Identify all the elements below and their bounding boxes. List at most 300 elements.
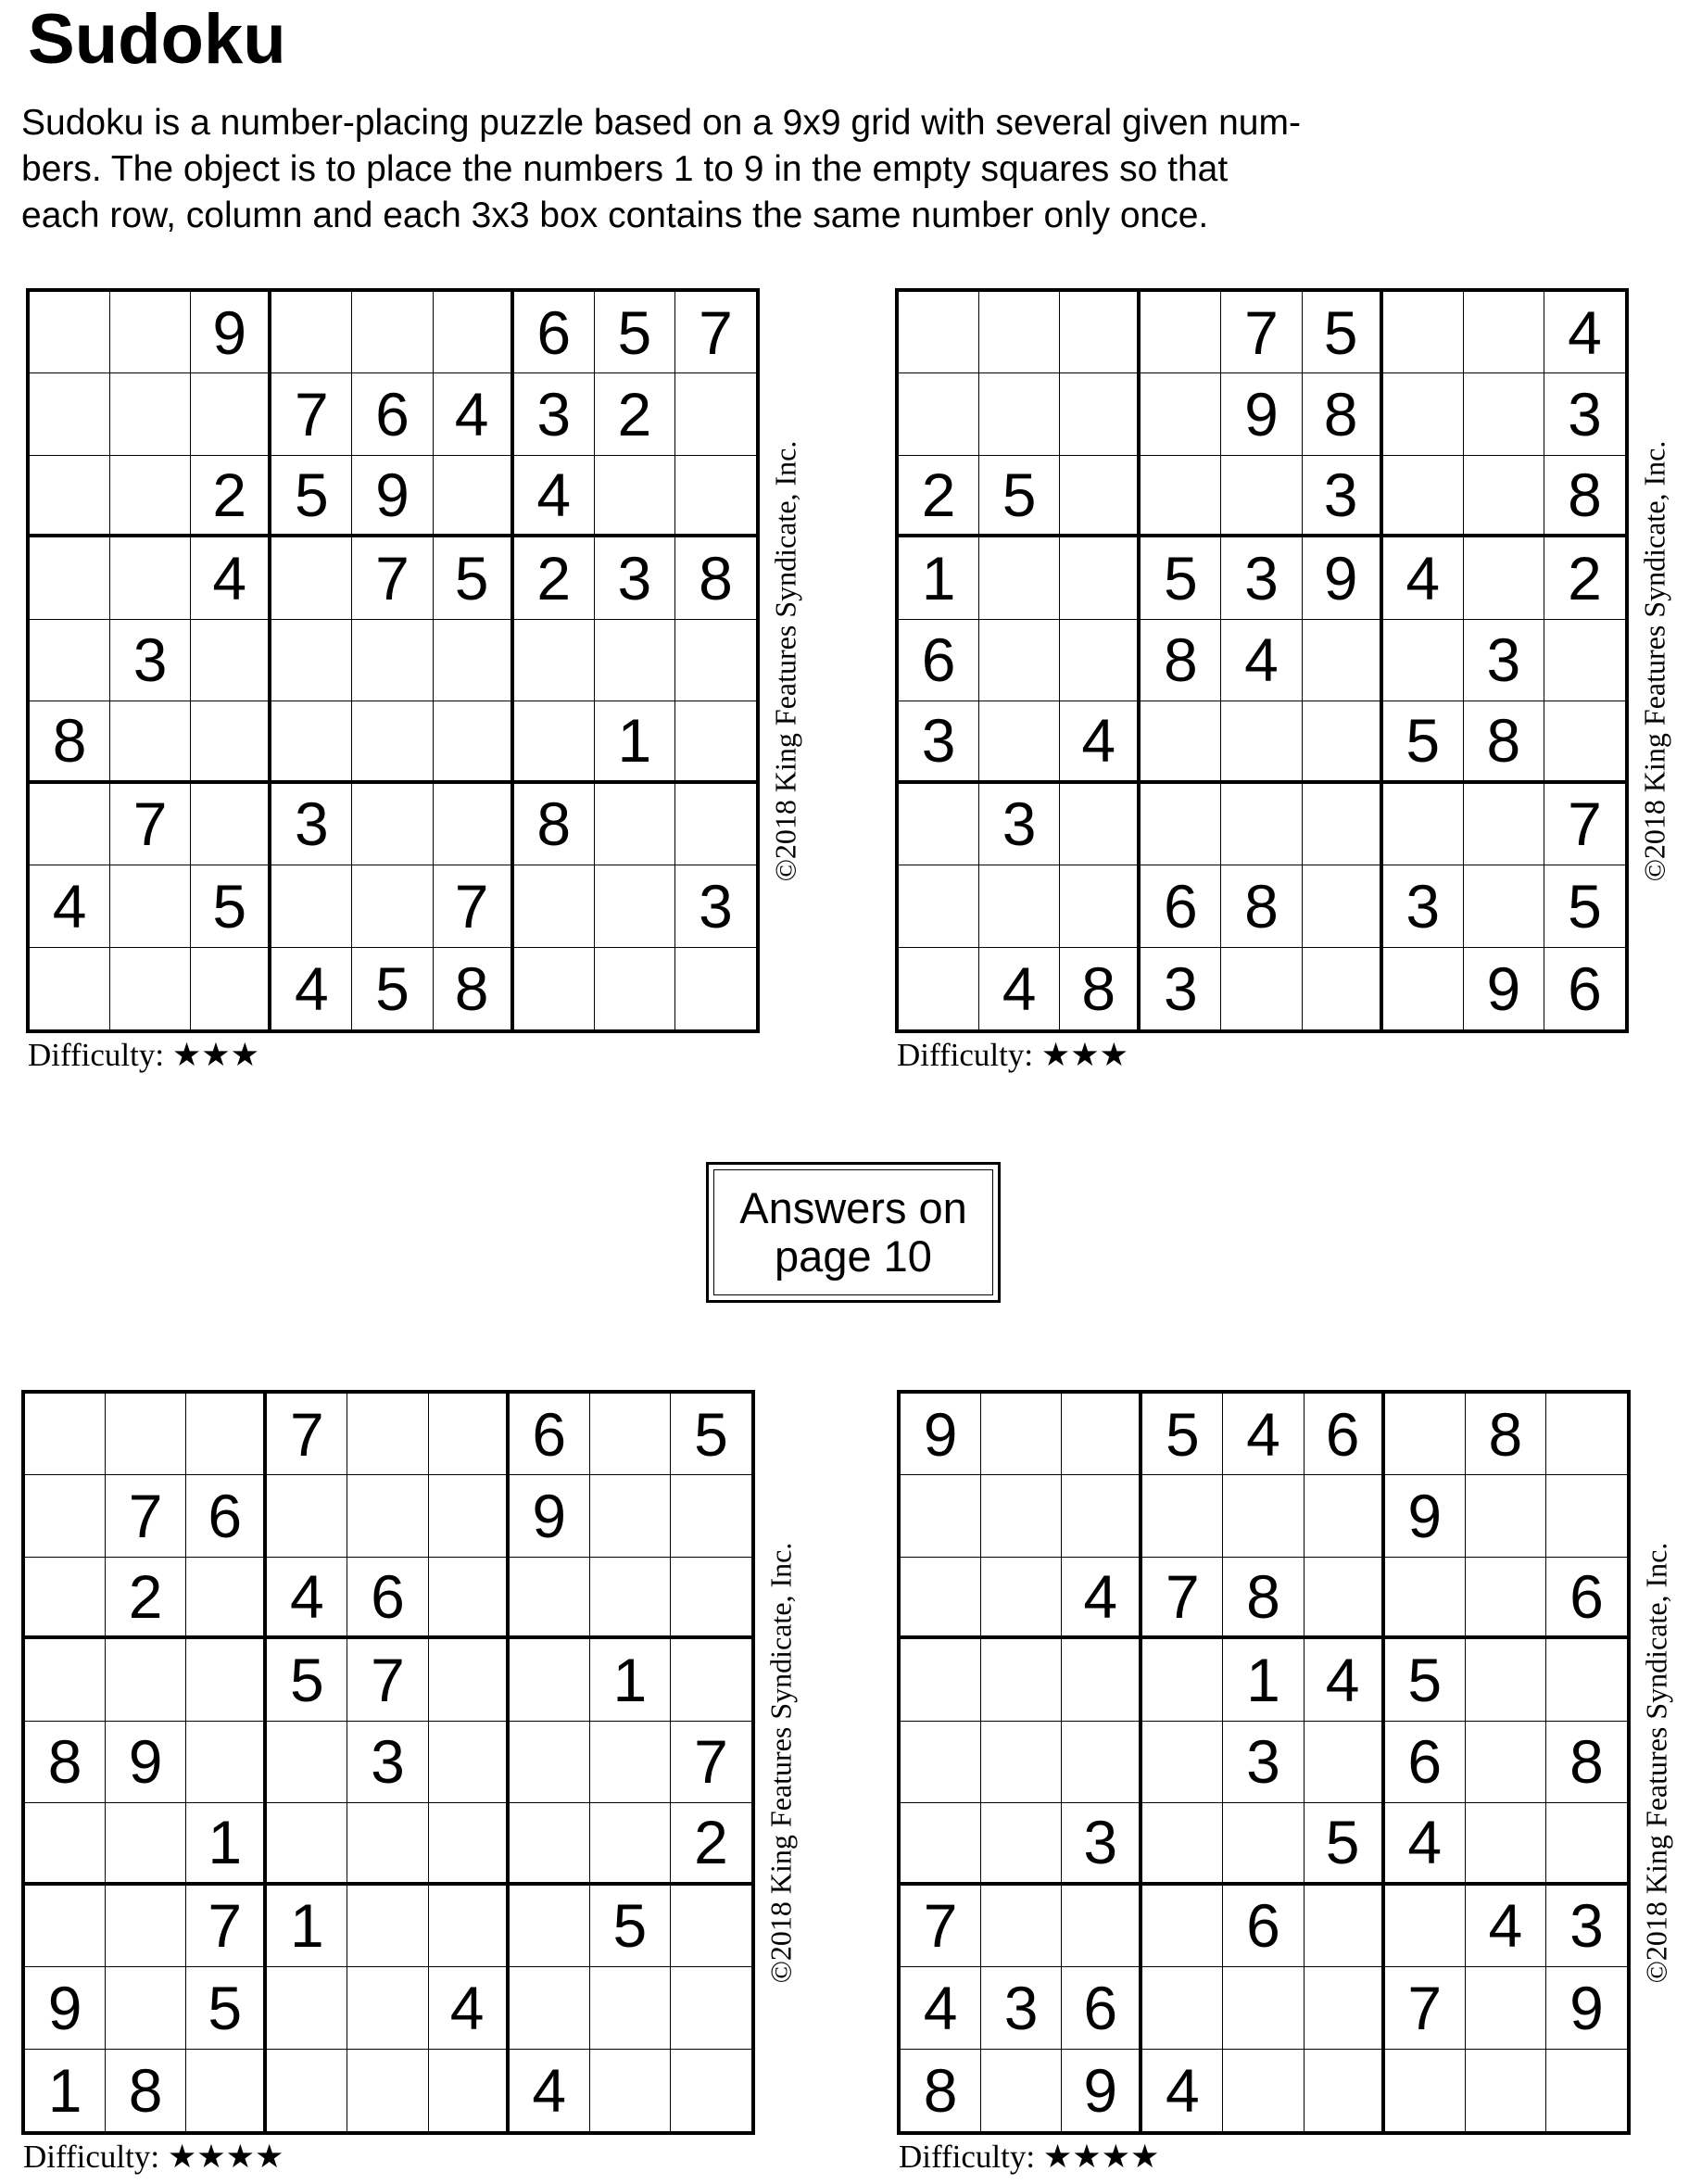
empty-cell bbox=[25, 1803, 106, 1885]
given-number-cell: 5 bbox=[595, 292, 675, 373]
empty-cell bbox=[1141, 456, 1221, 537]
empty-cell bbox=[267, 2050, 347, 2131]
sudoku-grid bbox=[26, 288, 760, 1033]
given-number-cell: 4 bbox=[1385, 1803, 1466, 1885]
empty-cell bbox=[1141, 701, 1221, 783]
given-number-cell: 2 bbox=[899, 456, 979, 537]
given-number-cell: 4 bbox=[30, 865, 110, 947]
empty-cell bbox=[1062, 1722, 1142, 1803]
given-number-cell: 5 bbox=[271, 456, 352, 537]
empty-cell bbox=[1385, 1558, 1466, 1639]
empty-cell bbox=[1141, 292, 1221, 373]
empty-cell bbox=[347, 1886, 428, 1967]
empty-cell bbox=[595, 784, 675, 865]
empty-cell bbox=[25, 1558, 106, 1639]
given-number-cell: 9 bbox=[510, 1475, 590, 1557]
given-number-cell: 5 bbox=[671, 1394, 751, 1475]
empty-cell bbox=[1141, 784, 1221, 865]
given-number-cell: 6 bbox=[899, 620, 979, 701]
empty-cell bbox=[590, 1475, 671, 1557]
empty-cell bbox=[267, 1967, 347, 2049]
empty-cell bbox=[671, 1558, 751, 1639]
empty-cell bbox=[352, 784, 433, 865]
given-number-cell: 8 bbox=[25, 1722, 106, 1803]
empty-cell bbox=[1466, 1722, 1546, 1803]
copyright-text: ©2018 King Features Syndicate, Inc. bbox=[1637, 440, 1671, 881]
empty-cell bbox=[434, 784, 514, 865]
given-number-cell: 7 bbox=[434, 865, 514, 947]
empty-cell bbox=[186, 2050, 267, 2131]
given-number-cell: 4 bbox=[1221, 620, 1302, 701]
given-number-cell: 9 bbox=[1464, 948, 1544, 1029]
copyright-notice bbox=[1634, 1390, 1679, 2135]
given-number-cell: 1 bbox=[590, 1639, 671, 1721]
empty-cell bbox=[1464, 865, 1544, 947]
empty-cell bbox=[1383, 373, 1464, 455]
instructions bbox=[21, 100, 1337, 239]
empty-cell bbox=[1221, 948, 1302, 1029]
given-number-cell: 6 bbox=[510, 1394, 590, 1475]
empty-cell bbox=[510, 1639, 590, 1721]
empty-cell bbox=[899, 948, 979, 1029]
empty-cell bbox=[590, 1722, 671, 1803]
empty-cell bbox=[106, 1394, 186, 1475]
given-number-cell: 4 bbox=[1466, 1886, 1546, 1967]
empty-cell bbox=[191, 620, 271, 701]
empty-cell bbox=[590, 1967, 671, 2049]
given-number-cell: 8 bbox=[1141, 620, 1221, 701]
empty-cell bbox=[1305, 1967, 1385, 2049]
empty-cell bbox=[671, 1475, 751, 1557]
given-number-cell: 5 bbox=[1383, 701, 1464, 783]
empty-cell bbox=[979, 373, 1060, 455]
given-number-cell: 5 bbox=[1305, 1803, 1385, 1885]
given-number-cell: 2 bbox=[595, 373, 675, 455]
empty-cell bbox=[110, 373, 191, 455]
given-number-cell: 9 bbox=[352, 456, 433, 537]
given-number-cell: 4 bbox=[1223, 1394, 1304, 1475]
empty-cell bbox=[595, 456, 675, 537]
empty-cell bbox=[510, 1558, 590, 1639]
given-number-cell: 2 bbox=[106, 1558, 186, 1639]
empty-cell bbox=[981, 1639, 1062, 1721]
empty-cell bbox=[267, 1722, 347, 1803]
empty-cell bbox=[429, 1722, 510, 1803]
empty-cell bbox=[1466, 1639, 1546, 1721]
given-number-cell: 7 bbox=[186, 1886, 267, 1967]
given-number-cell: 3 bbox=[347, 1722, 428, 1803]
empty-cell bbox=[1305, 1722, 1385, 1803]
given-number-cell: 3 bbox=[675, 865, 756, 947]
empty-cell bbox=[1546, 1394, 1627, 1475]
given-number-cell: 2 bbox=[671, 1803, 751, 1885]
given-number-cell: 5 bbox=[352, 948, 433, 1029]
empty-cell bbox=[1221, 784, 1302, 865]
empty-cell bbox=[1305, 1475, 1385, 1557]
empty-cell bbox=[1060, 456, 1141, 537]
sudoku-grid bbox=[895, 288, 1629, 1033]
empty-cell bbox=[267, 1803, 347, 1885]
given-number-cell: 2 bbox=[514, 537, 595, 619]
given-number-cell: 5 bbox=[267, 1639, 347, 1721]
empty-cell bbox=[1383, 784, 1464, 865]
empty-cell bbox=[1303, 948, 1383, 1029]
given-number-cell: 8 bbox=[1060, 948, 1141, 1029]
empty-cell bbox=[1544, 701, 1625, 783]
copyright-text: ©2018 King Features Syndicate, Inc. bbox=[763, 1542, 798, 1983]
given-number-cell: 1 bbox=[595, 701, 675, 783]
difficulty-rating: Difficulty: ★★★★ bbox=[899, 2139, 1160, 2175]
empty-cell bbox=[1060, 292, 1141, 373]
page-title: Sudoku bbox=[28, 0, 286, 79]
given-number-cell: 9 bbox=[191, 292, 271, 373]
instructions-line: each row, column and each 3x3 box contains the same number only once. bbox=[21, 196, 1209, 235]
empty-cell bbox=[675, 620, 756, 701]
empty-cell bbox=[1464, 456, 1544, 537]
empty-cell bbox=[271, 537, 352, 619]
empty-cell bbox=[1142, 1639, 1223, 1721]
given-number-cell: 4 bbox=[979, 948, 1060, 1029]
empty-cell bbox=[352, 292, 433, 373]
empty-cell bbox=[1223, 1967, 1304, 2049]
copyright-text: ©2018 King Features Syndicate, Inc. bbox=[768, 440, 802, 881]
given-number-cell: 3 bbox=[1544, 373, 1625, 455]
empty-cell bbox=[191, 701, 271, 783]
empty-cell bbox=[267, 1475, 347, 1557]
empty-cell bbox=[106, 1639, 186, 1721]
empty-cell bbox=[25, 1394, 106, 1475]
empty-cell bbox=[671, 1639, 751, 1721]
empty-cell bbox=[429, 1475, 510, 1557]
empty-cell bbox=[1062, 1639, 1142, 1721]
empty-cell bbox=[1305, 1886, 1385, 1967]
empty-cell bbox=[1383, 292, 1464, 373]
empty-cell bbox=[514, 865, 595, 947]
sudoku-grid bbox=[897, 1390, 1631, 2135]
empty-cell bbox=[1221, 701, 1302, 783]
given-number-cell: 3 bbox=[899, 701, 979, 783]
empty-cell bbox=[671, 2050, 751, 2131]
given-number-cell: 7 bbox=[1544, 784, 1625, 865]
empty-cell bbox=[1383, 456, 1464, 537]
empty-cell bbox=[1385, 1394, 1466, 1475]
empty-cell bbox=[25, 1475, 106, 1557]
empty-cell bbox=[1221, 456, 1302, 537]
given-number-cell: 1 bbox=[899, 537, 979, 619]
given-number-cell: 6 bbox=[352, 373, 433, 455]
empty-cell bbox=[1223, 1475, 1304, 1557]
empty-cell bbox=[347, 1394, 428, 1475]
empty-cell bbox=[979, 292, 1060, 373]
given-number-cell: 6 bbox=[1062, 1967, 1142, 2049]
given-number-cell: 4 bbox=[271, 948, 352, 1029]
empty-cell bbox=[434, 456, 514, 537]
given-number-cell: 8 bbox=[434, 948, 514, 1029]
given-number-cell: 6 bbox=[1568, 953, 1602, 1023]
given-number-cell: 7 bbox=[901, 1886, 981, 1967]
empty-cell bbox=[675, 948, 756, 1029]
given-number-cell: 5 bbox=[434, 537, 514, 619]
given-number-cell: 5 bbox=[1142, 1394, 1223, 1475]
empty-cell bbox=[429, 1558, 510, 1639]
empty-cell bbox=[514, 948, 595, 1029]
empty-cell bbox=[271, 292, 352, 373]
empty-cell bbox=[514, 620, 595, 701]
empty-cell bbox=[352, 620, 433, 701]
given-number-cell: 8 bbox=[901, 2050, 981, 2131]
empty-cell bbox=[106, 1886, 186, 1967]
given-number-cell: 8 bbox=[1303, 373, 1383, 455]
empty-cell bbox=[110, 948, 191, 1029]
empty-cell bbox=[1303, 620, 1383, 701]
empty-cell bbox=[271, 701, 352, 783]
empty-cell bbox=[1060, 784, 1141, 865]
given-number-cell: 7 bbox=[1385, 1967, 1466, 2049]
empty-cell bbox=[30, 292, 110, 373]
empty-cell bbox=[1223, 1803, 1304, 1885]
given-number-cell: 7 bbox=[352, 537, 433, 619]
empty-cell bbox=[434, 701, 514, 783]
given-number-cell: 3 bbox=[595, 537, 675, 619]
given-number-cell: 8 bbox=[106, 2050, 186, 2131]
empty-cell bbox=[981, 1394, 1062, 1475]
empty-cell bbox=[1062, 1886, 1142, 1967]
given-number-cell: 2 bbox=[191, 456, 271, 537]
empty-cell bbox=[271, 865, 352, 947]
given-number-cell: 7 bbox=[271, 373, 352, 455]
empty-cell bbox=[352, 701, 433, 783]
given-number-cell: 6 bbox=[1385, 1722, 1466, 1803]
empty-cell bbox=[981, 2050, 1062, 2131]
empty-cell bbox=[30, 620, 110, 701]
empty-cell bbox=[106, 1967, 186, 2049]
given-number-cell: 3 bbox=[1546, 1886, 1627, 1967]
empty-cell bbox=[901, 1639, 981, 1721]
given-number-cell: 3 bbox=[1383, 865, 1464, 947]
copyright-notice bbox=[759, 1390, 803, 2135]
given-number-cell: 8 bbox=[1546, 1722, 1627, 1803]
empty-cell bbox=[595, 865, 675, 947]
given-number-cell: 7 bbox=[267, 1394, 347, 1475]
empty-cell bbox=[434, 620, 514, 701]
empty-cell bbox=[1544, 620, 1625, 701]
empty-cell bbox=[186, 1722, 267, 1803]
given-number-cell: 4 bbox=[1305, 1639, 1385, 1721]
empty-cell bbox=[510, 1967, 590, 2049]
empty-cell bbox=[671, 1967, 751, 2049]
empty-cell bbox=[191, 784, 271, 865]
empty-cell bbox=[25, 1886, 106, 1967]
given-number-cell: 3 bbox=[1141, 948, 1221, 1029]
answers-notice bbox=[706, 1162, 1001, 1303]
empty-cell bbox=[30, 948, 110, 1029]
given-number-cell: 3 bbox=[1221, 537, 1302, 619]
given-number-cell: 2 bbox=[1544, 537, 1625, 619]
empty-cell bbox=[901, 1558, 981, 1639]
empty-cell bbox=[1464, 537, 1544, 619]
empty-cell bbox=[429, 2050, 510, 2131]
given-number-cell: 1 bbox=[186, 1803, 267, 1885]
empty-cell bbox=[979, 537, 1060, 619]
given-number-cell: 1 bbox=[267, 1886, 347, 1967]
empty-cell bbox=[590, 1803, 671, 1885]
empty-cell bbox=[1062, 1394, 1142, 1475]
given-number-cell: 4 bbox=[267, 1558, 347, 1639]
empty-cell bbox=[901, 1475, 981, 1557]
empty-cell bbox=[1142, 1967, 1223, 2049]
empty-cell bbox=[901, 1722, 981, 1803]
empty-cell bbox=[981, 1722, 1062, 1803]
given-number-cell: 8 bbox=[514, 784, 595, 865]
empty-cell bbox=[1303, 865, 1383, 947]
empty-cell bbox=[1466, 1803, 1546, 1885]
answers-notice-inner bbox=[713, 1169, 993, 1295]
given-number-cell: 8 bbox=[1466, 1394, 1546, 1475]
empty-cell bbox=[352, 865, 433, 947]
empty-cell bbox=[1141, 373, 1221, 455]
empty-cell bbox=[1464, 784, 1544, 865]
empty-cell bbox=[347, 1475, 428, 1557]
given-number-cell: 5 bbox=[979, 456, 1060, 537]
empty-cell bbox=[899, 865, 979, 947]
empty-cell bbox=[595, 620, 675, 701]
empty-cell bbox=[429, 1394, 510, 1475]
given-number-cell: 3 bbox=[1303, 456, 1383, 537]
given-number-cell: 9 bbox=[1303, 537, 1383, 619]
given-number-cell: 3 bbox=[110, 620, 191, 701]
empty-cell bbox=[979, 865, 1060, 947]
empty-cell bbox=[981, 1475, 1062, 1557]
empty-cell bbox=[590, 2050, 671, 2131]
empty-cell bbox=[901, 1803, 981, 1885]
empty-cell bbox=[514, 701, 595, 783]
given-number-cell: 6 bbox=[1223, 1886, 1304, 1967]
given-number-cell: 7 bbox=[106, 1475, 186, 1557]
empty-cell bbox=[1142, 1803, 1223, 1885]
difficulty-rating: Difficulty: ★★★ bbox=[28, 1037, 259, 1073]
empty-cell bbox=[347, 1803, 428, 1885]
empty-cell bbox=[979, 620, 1060, 701]
empty-cell bbox=[671, 1886, 751, 1967]
empty-cell bbox=[1466, 1475, 1546, 1557]
empty-cell bbox=[110, 537, 191, 619]
empty-cell bbox=[429, 1886, 510, 1967]
empty-cell bbox=[30, 537, 110, 619]
given-number-cell: 7 bbox=[1142, 1558, 1223, 1639]
empty-cell bbox=[899, 373, 979, 455]
given-number-cell: 4 bbox=[1062, 1558, 1142, 1639]
instructions-line: bers. The object is to place the numbers 1 to 9 in the empty squares so that bbox=[21, 149, 1229, 189]
answers-line: page 10 bbox=[775, 1231, 932, 1281]
empty-cell bbox=[1060, 865, 1141, 947]
given-number-cell: 4 bbox=[429, 1967, 510, 2049]
empty-cell bbox=[1546, 1475, 1627, 1557]
difficulty-rating: Difficulty: ★★★ bbox=[897, 1037, 1128, 1073]
given-number-cell: 4 bbox=[1060, 701, 1141, 783]
empty-cell bbox=[429, 1803, 510, 1885]
given-number-cell: 6 bbox=[186, 1475, 267, 1557]
empty-cell bbox=[510, 1803, 590, 1885]
empty-cell bbox=[675, 701, 756, 783]
given-number-cell: 9 bbox=[1062, 2050, 1142, 2131]
empty-cell bbox=[30, 784, 110, 865]
given-number-cell: 1 bbox=[1223, 1639, 1304, 1721]
given-number-cell: 5 bbox=[186, 1967, 267, 2049]
given-number-cell: 3 bbox=[1464, 620, 1544, 701]
empty-cell bbox=[675, 784, 756, 865]
given-number-cell: 7 bbox=[110, 784, 191, 865]
given-number-cell: 8 bbox=[675, 537, 756, 619]
empty-cell bbox=[110, 456, 191, 537]
given-number-cell: 4 bbox=[1383, 537, 1464, 619]
given-number-cell: 3 bbox=[981, 1967, 1062, 2049]
empty-cell bbox=[106, 1803, 186, 1885]
given-number-cell: 8 bbox=[1223, 1558, 1304, 1639]
empty-cell bbox=[110, 292, 191, 373]
given-number-cell: 8 bbox=[1221, 865, 1302, 947]
given-number-cell: 9 bbox=[25, 1967, 106, 2049]
empty-cell bbox=[30, 373, 110, 455]
empty-cell bbox=[271, 620, 352, 701]
copyright-text: ©2018 King Features Syndicate, Inc. bbox=[1639, 1542, 1673, 1983]
given-number-cell: 4 bbox=[514, 456, 595, 537]
given-number-cell: 3 bbox=[271, 784, 352, 865]
empty-cell bbox=[981, 1803, 1062, 1885]
empty-cell bbox=[1303, 784, 1383, 865]
given-number-cell: 7 bbox=[347, 1639, 428, 1721]
given-number-cell: 3 bbox=[1062, 1803, 1142, 1885]
empty-cell bbox=[186, 1394, 267, 1475]
empty-cell bbox=[979, 701, 1060, 783]
given-number-cell: 7 bbox=[671, 1722, 751, 1803]
given-number-cell: 6 bbox=[1141, 865, 1221, 947]
empty-cell bbox=[899, 784, 979, 865]
empty-cell bbox=[1383, 948, 1464, 1029]
empty-cell bbox=[110, 701, 191, 783]
empty-cell bbox=[1142, 1886, 1223, 1967]
given-number-cell: 5 bbox=[1141, 537, 1221, 619]
empty-cell bbox=[1060, 537, 1141, 619]
given-number-cell: 4 bbox=[434, 373, 514, 455]
given-number-cell: 6 bbox=[347, 1558, 428, 1639]
given-number-cell: 7 bbox=[675, 292, 756, 373]
empty-cell bbox=[1223, 2050, 1304, 2131]
given-number-cell: 1 bbox=[25, 2050, 106, 2131]
copyright-notice bbox=[1632, 288, 1677, 1033]
given-number-cell: 9 bbox=[1221, 373, 1302, 455]
empty-cell bbox=[429, 1639, 510, 1721]
given-number-cell: 4 bbox=[1544, 292, 1625, 373]
empty-cell bbox=[1060, 373, 1141, 455]
empty-cell bbox=[1305, 2050, 1385, 2131]
sudoku-grid bbox=[21, 1390, 755, 2135]
empty-cell bbox=[1385, 1886, 1466, 1967]
empty-cell bbox=[186, 1639, 267, 1721]
empty-cell bbox=[30, 456, 110, 537]
empty-cell bbox=[1546, 2050, 1627, 2131]
empty-cell bbox=[110, 865, 191, 947]
empty-cell bbox=[981, 1886, 1062, 1967]
empty-cell bbox=[1464, 373, 1544, 455]
empty-cell bbox=[595, 948, 675, 1029]
empty-cell bbox=[347, 1967, 428, 2049]
empty-cell bbox=[590, 1394, 671, 1475]
given-number-cell: 9 bbox=[1546, 1967, 1627, 2049]
given-number-cell: 4 bbox=[1142, 2050, 1223, 2131]
given-number-cell: 4 bbox=[191, 537, 271, 619]
given-number-cell: 5 bbox=[1385, 1639, 1466, 1721]
given-number-cell: 8 bbox=[1464, 701, 1544, 783]
